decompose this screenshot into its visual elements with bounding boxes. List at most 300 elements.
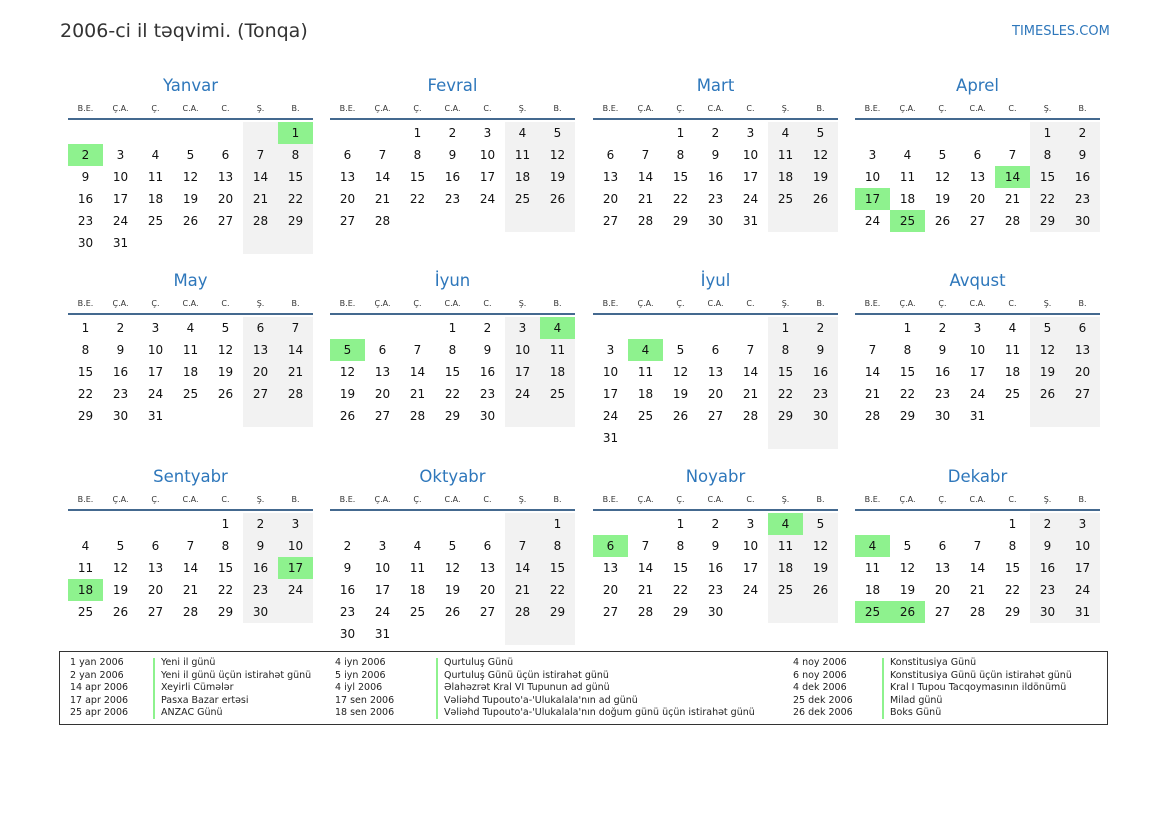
day-cell: 11 bbox=[864, 561, 881, 575]
day-cell: 8 bbox=[553, 539, 562, 553]
holiday-day-cell: 14 bbox=[995, 166, 1030, 188]
holiday-day-cell: 4 bbox=[768, 513, 803, 535]
day-cell: 7 bbox=[641, 148, 650, 162]
weekday-label: Ç.A. bbox=[637, 104, 654, 113]
weekday-label: C. bbox=[483, 299, 492, 308]
day-cell: 31 bbox=[147, 409, 164, 423]
day-cell: 19 bbox=[672, 387, 689, 401]
day-cell: 3 bbox=[746, 517, 755, 531]
legend-date: 4 iyn 2006 bbox=[335, 657, 386, 668]
day-cell: 25 bbox=[514, 192, 531, 206]
day-cell: 4 bbox=[413, 539, 422, 553]
day-cell: 20 bbox=[339, 192, 356, 206]
legend-holiday-name: Boks Günü bbox=[890, 707, 942, 719]
day-cell: 25 bbox=[549, 387, 566, 401]
page-title: 2006-ci il təqvimi. (Tonqa) bbox=[60, 20, 308, 42]
day-cell: 18 bbox=[637, 387, 654, 401]
day-cell: 16 bbox=[1039, 561, 1056, 575]
day-cell: 11 bbox=[77, 561, 94, 575]
day-cell: 18 bbox=[777, 170, 794, 184]
day-cell: 27 bbox=[602, 214, 619, 228]
weekday-label: B.E. bbox=[864, 299, 881, 308]
day-cell: 1 bbox=[676, 126, 685, 140]
legend-holiday-name: Milad günü bbox=[890, 694, 943, 706]
day-cell: 17 bbox=[514, 365, 531, 379]
day-cell: 22 bbox=[777, 387, 794, 401]
day-cell: 18 bbox=[864, 583, 881, 597]
day-cell: 1 bbox=[553, 517, 562, 531]
month-name: Avqust bbox=[949, 271, 1006, 290]
day-cell: 2 bbox=[256, 517, 265, 531]
day-cell: 6 bbox=[221, 148, 230, 162]
month-divider bbox=[593, 509, 838, 511]
legend-holiday-name: Yeni il günü üçün istirahət günü bbox=[161, 669, 312, 681]
weekday-label: Ş. bbox=[256, 299, 265, 308]
legend-holiday-name: Konstitusiya Günü üçün istirahət günü bbox=[890, 669, 1072, 681]
day-cell: 4 bbox=[151, 148, 160, 162]
holiday-day-cell: 25 bbox=[890, 210, 925, 232]
holiday-day-cell: 2 bbox=[68, 144, 103, 166]
day-cell: 28 bbox=[374, 214, 391, 228]
day-cell: 26 bbox=[182, 214, 199, 228]
weekday-label: Ş. bbox=[256, 104, 265, 113]
day-cell: 5 bbox=[816, 126, 825, 140]
day-cell: 3 bbox=[973, 321, 982, 335]
day-cell: 23 bbox=[1039, 583, 1056, 597]
day-cell: 21 bbox=[864, 387, 881, 401]
day-cell: 23 bbox=[707, 583, 724, 597]
legend-date: 4 iyl 2006 bbox=[335, 682, 383, 694]
day-cell: 26 bbox=[812, 192, 829, 206]
day-cell: 6 bbox=[711, 343, 720, 357]
weekday-label: B.E. bbox=[602, 299, 619, 308]
day-cell: 9 bbox=[256, 539, 265, 553]
weekday-label: B. bbox=[1078, 495, 1087, 504]
day-cell: 19 bbox=[549, 170, 566, 184]
day-cell: 14 bbox=[637, 170, 654, 184]
day-cell: 13 bbox=[339, 170, 356, 184]
weekday-label: Ç.A. bbox=[899, 299, 916, 308]
day-cell: 21 bbox=[637, 583, 654, 597]
day-cell: 1 bbox=[676, 517, 685, 531]
day-cell: 13 bbox=[374, 365, 391, 379]
day-cell: 8 bbox=[413, 148, 422, 162]
weekday-label: C. bbox=[221, 299, 230, 308]
holiday-day-cell: 4 bbox=[855, 535, 890, 557]
day-cell: 1 bbox=[413, 126, 422, 140]
day-cell: 26 bbox=[672, 409, 689, 423]
day-cell: 20 bbox=[707, 387, 724, 401]
day-cell: 26 bbox=[1039, 387, 1056, 401]
weekday-label: B. bbox=[816, 495, 825, 504]
weekday-label: C. bbox=[746, 299, 755, 308]
weekday-label: B.E. bbox=[77, 104, 94, 113]
month-divider bbox=[330, 509, 575, 511]
day-cell: 20 bbox=[147, 583, 164, 597]
day-cell: 25 bbox=[147, 214, 164, 228]
day-cell: 15 bbox=[899, 365, 916, 379]
day-cell: 6 bbox=[1078, 321, 1087, 335]
day-cell: 18 bbox=[182, 365, 199, 379]
legend-holiday-name: Qurtuluş Günü bbox=[444, 657, 514, 668]
day-cell: 26 bbox=[812, 583, 829, 597]
weekday-label: C. bbox=[221, 104, 230, 113]
weekday-label: B. bbox=[291, 104, 300, 113]
holiday-day-cell: 6 bbox=[593, 535, 628, 557]
day-cell: 1 bbox=[81, 321, 90, 335]
weekday-label: C. bbox=[1008, 104, 1017, 113]
holiday-day-cell: 17 bbox=[855, 188, 890, 210]
day-cell: 7 bbox=[746, 343, 755, 357]
day-cell: 16 bbox=[112, 365, 129, 379]
site-link[interactable]: TIMESLES.COM bbox=[1012, 24, 1110, 39]
legend-date: 14 apr 2006 bbox=[70, 682, 129, 694]
weekday-label: Ş. bbox=[781, 495, 790, 504]
weekday-label: B.E. bbox=[77, 299, 94, 308]
day-cell: 23 bbox=[479, 387, 496, 401]
day-cell: 28 bbox=[409, 409, 426, 423]
day-cell: 12 bbox=[899, 561, 916, 575]
day-cell: 6 bbox=[483, 539, 492, 553]
month-name: Dekabr bbox=[947, 467, 1008, 486]
day-cell: 15 bbox=[287, 170, 304, 184]
weekday-label: Ş. bbox=[1043, 299, 1052, 308]
day-cell: 15 bbox=[444, 365, 461, 379]
day-cell: 12 bbox=[812, 148, 829, 162]
day-cell: 17 bbox=[969, 365, 986, 379]
day-cell: 19 bbox=[899, 583, 916, 597]
day-cell: 1 bbox=[221, 517, 230, 531]
day-cell: 4 bbox=[1008, 321, 1017, 335]
day-cell: 16 bbox=[252, 561, 269, 575]
day-cell: 30 bbox=[707, 605, 724, 619]
holiday-day-cell: 4 bbox=[540, 317, 575, 339]
day-cell: 6 bbox=[343, 148, 352, 162]
day-cell: 4 bbox=[781, 126, 790, 140]
day-cell: 13 bbox=[934, 561, 951, 575]
day-cell: 9 bbox=[711, 539, 720, 553]
day-cell: 28 bbox=[252, 214, 269, 228]
month-name: Sentyabr bbox=[153, 467, 228, 486]
legend-holiday-name: Konstitusiya Günü bbox=[890, 657, 977, 668]
day-cell: 21 bbox=[742, 387, 759, 401]
day-cell: 10 bbox=[969, 343, 986, 357]
weekday-label: Ş. bbox=[781, 104, 790, 113]
holiday-legend bbox=[59, 651, 1108, 725]
day-cell: 17 bbox=[742, 561, 759, 575]
month-name: Aprel bbox=[956, 76, 999, 95]
month-name: Oktyabr bbox=[419, 467, 486, 486]
weekday-label: C.A. bbox=[444, 495, 461, 504]
weekday-label: C. bbox=[746, 495, 755, 504]
legend-holiday-name: Pasxa Bazar ertəsi bbox=[161, 694, 249, 706]
day-cell: 27 bbox=[707, 409, 724, 423]
day-cell: 21 bbox=[1004, 192, 1021, 206]
day-cell: 21 bbox=[287, 365, 304, 379]
day-cell: 28 bbox=[637, 605, 654, 619]
day-cell: 15 bbox=[409, 170, 426, 184]
weekday-label: Ş. bbox=[1043, 495, 1052, 504]
day-cell: 16 bbox=[707, 170, 724, 184]
day-cell: 17 bbox=[742, 170, 759, 184]
day-cell: 17 bbox=[374, 583, 391, 597]
day-cell: 13 bbox=[969, 170, 986, 184]
weekday-label: Ç. bbox=[676, 299, 685, 308]
day-cell: 29 bbox=[444, 409, 461, 423]
legend-date: 17 sen 2006 bbox=[335, 694, 395, 706]
weekday-label: B. bbox=[291, 299, 300, 308]
day-cell: 4 bbox=[903, 148, 912, 162]
day-cell: 22 bbox=[899, 387, 916, 401]
day-cell: 11 bbox=[777, 148, 794, 162]
day-cell: 15 bbox=[549, 561, 566, 575]
legend-holiday-name: Vəliəhd Tupouto'a-'Ulukalala'nın doğum günü üçün istirahət günü bbox=[444, 707, 755, 719]
weekday-label: C.A. bbox=[707, 104, 724, 113]
weekday-label: Ç.A. bbox=[637, 299, 654, 308]
day-cell: 30 bbox=[1039, 605, 1056, 619]
month-divider bbox=[330, 118, 575, 120]
day-cell: 27 bbox=[374, 409, 391, 423]
day-cell: 31 bbox=[112, 236, 129, 250]
day-cell: 9 bbox=[1078, 148, 1087, 162]
weekday-label: C.A. bbox=[182, 299, 199, 308]
weekday-label: B. bbox=[816, 104, 825, 113]
day-cell: 24 bbox=[147, 387, 164, 401]
month-divider bbox=[68, 509, 313, 511]
day-cell: 10 bbox=[742, 539, 759, 553]
month-divider bbox=[68, 313, 313, 315]
day-cell: 5 bbox=[1043, 321, 1052, 335]
day-cell: 4 bbox=[518, 126, 527, 140]
legend-date: 2 yan 2006 bbox=[70, 669, 124, 681]
weekday-label: Ş. bbox=[518, 104, 527, 113]
weekday-label: B. bbox=[1078, 104, 1087, 113]
day-cell: 8 bbox=[676, 539, 685, 553]
legend-date: 25 dek 2006 bbox=[793, 694, 853, 706]
day-cell: 28 bbox=[637, 214, 654, 228]
day-cell: 22 bbox=[672, 583, 689, 597]
day-cell: 29 bbox=[1004, 605, 1021, 619]
day-cell: 7 bbox=[291, 321, 300, 335]
day-cell: 26 bbox=[112, 605, 129, 619]
day-cell: 30 bbox=[339, 627, 356, 641]
month-divider bbox=[855, 509, 1100, 511]
weekday-label: C.A. bbox=[969, 299, 986, 308]
day-cell: 11 bbox=[147, 170, 164, 184]
day-cell: 3 bbox=[1078, 517, 1087, 531]
day-cell: 30 bbox=[479, 409, 496, 423]
day-cell: 30 bbox=[1074, 214, 1091, 228]
month-name: İyul bbox=[700, 271, 731, 290]
weekday-label: B.E. bbox=[602, 104, 619, 113]
day-cell: 23 bbox=[252, 583, 269, 597]
weekday-label: Ç.A. bbox=[112, 495, 129, 504]
day-cell: 1 bbox=[903, 321, 912, 335]
day-cell: 24 bbox=[602, 409, 619, 423]
day-cell: 17 bbox=[147, 365, 164, 379]
day-cell: 11 bbox=[182, 343, 199, 357]
day-cell: 16 bbox=[444, 170, 461, 184]
day-cell: 23 bbox=[444, 192, 461, 206]
month-name: İyun bbox=[434, 271, 471, 290]
month-divider bbox=[855, 118, 1100, 120]
weekday-label: Ç. bbox=[151, 495, 160, 504]
day-cell: 11 bbox=[549, 343, 566, 357]
day-cell: 7 bbox=[641, 539, 650, 553]
legend-holiday-name: Xeyirli Cümələr bbox=[161, 682, 234, 694]
day-cell: 13 bbox=[147, 561, 164, 575]
day-cell: 16 bbox=[77, 192, 94, 206]
day-cell: 12 bbox=[444, 561, 461, 575]
day-cell: 19 bbox=[112, 583, 129, 597]
weekday-label: B.E. bbox=[77, 495, 94, 504]
day-cell: 11 bbox=[1004, 343, 1021, 357]
day-cell: 23 bbox=[112, 387, 129, 401]
day-cell: 14 bbox=[374, 170, 391, 184]
day-cell: 24 bbox=[514, 387, 531, 401]
day-cell: 4 bbox=[186, 321, 195, 335]
day-cell: 29 bbox=[777, 409, 794, 423]
day-cell: 22 bbox=[1039, 192, 1056, 206]
day-cell: 18 bbox=[1004, 365, 1021, 379]
day-cell: 23 bbox=[77, 214, 94, 228]
day-cell: 1 bbox=[1008, 517, 1017, 531]
day-cell: 8 bbox=[1008, 539, 1017, 553]
day-cell: 2 bbox=[1078, 126, 1087, 140]
day-cell: 29 bbox=[672, 605, 689, 619]
legend-marker bbox=[436, 658, 438, 719]
weekday-label: B. bbox=[1078, 299, 1087, 308]
day-cell: 14 bbox=[514, 561, 531, 575]
day-cell: 27 bbox=[969, 214, 986, 228]
day-cell: 30 bbox=[77, 236, 94, 250]
weekday-label: B. bbox=[553, 495, 562, 504]
day-cell: 15 bbox=[217, 561, 234, 575]
day-cell: 3 bbox=[868, 148, 877, 162]
day-cell: 11 bbox=[514, 148, 531, 162]
holiday-day-cell: 5 bbox=[330, 339, 365, 361]
day-cell: 28 bbox=[969, 605, 986, 619]
day-cell: 13 bbox=[707, 365, 724, 379]
day-cell: 31 bbox=[1074, 605, 1091, 619]
day-cell: 13 bbox=[602, 561, 619, 575]
day-cell: 22 bbox=[217, 583, 234, 597]
day-cell: 5 bbox=[676, 343, 685, 357]
day-cell: 3 bbox=[606, 343, 615, 357]
day-cell: 16 bbox=[934, 365, 951, 379]
day-cell: 13 bbox=[252, 343, 269, 357]
day-cell: 25 bbox=[777, 192, 794, 206]
day-cell: 7 bbox=[973, 539, 982, 553]
legend-date: 4 dek 2006 bbox=[793, 682, 847, 694]
weekday-label: Ç. bbox=[151, 104, 160, 113]
day-cell: 8 bbox=[903, 343, 912, 357]
day-cell: 18 bbox=[777, 561, 794, 575]
day-cell: 30 bbox=[707, 214, 724, 228]
day-cell: 29 bbox=[1039, 214, 1056, 228]
holiday-day-cell: 25 bbox=[855, 601, 890, 623]
day-cell: 24 bbox=[112, 214, 129, 228]
day-cell: 21 bbox=[182, 583, 199, 597]
day-cell: 12 bbox=[112, 561, 129, 575]
legend-date: 17 apr 2006 bbox=[70, 694, 129, 706]
weekday-label: Ç.A. bbox=[374, 495, 391, 504]
day-cell: 25 bbox=[409, 605, 426, 619]
day-cell: 9 bbox=[116, 343, 125, 357]
day-cell: 18 bbox=[549, 365, 566, 379]
weekday-label: C. bbox=[221, 495, 230, 504]
day-cell: 18 bbox=[147, 192, 164, 206]
day-cell: 24 bbox=[287, 583, 304, 597]
weekday-label: C.A. bbox=[182, 104, 199, 113]
day-cell: 27 bbox=[479, 605, 496, 619]
day-cell: 30 bbox=[934, 409, 951, 423]
legend-holiday-name: Qurtuluş Günü üçün istirahət günü bbox=[444, 669, 609, 681]
weekday-label: B. bbox=[553, 299, 562, 308]
day-cell: 17 bbox=[112, 192, 129, 206]
day-cell: 12 bbox=[672, 365, 689, 379]
day-cell: 24 bbox=[969, 387, 986, 401]
month-name: Mart bbox=[696, 76, 735, 95]
holiday-day-cell: 4 bbox=[628, 339, 663, 361]
day-cell: 23 bbox=[707, 192, 724, 206]
day-cell: 10 bbox=[602, 365, 619, 379]
day-cell: 24 bbox=[742, 192, 759, 206]
legend-date: 18 sen 2006 bbox=[335, 707, 395, 719]
day-cell: 17 bbox=[602, 387, 619, 401]
day-cell: 19 bbox=[1039, 365, 1056, 379]
day-cell: 22 bbox=[444, 387, 461, 401]
day-cell: 7 bbox=[413, 343, 422, 357]
day-cell: 28 bbox=[742, 409, 759, 423]
day-cell: 20 bbox=[217, 192, 234, 206]
day-cell: 6 bbox=[606, 148, 615, 162]
weekday-label: Ç.A. bbox=[899, 104, 916, 113]
day-cell: 25 bbox=[1004, 387, 1021, 401]
day-cell: 20 bbox=[479, 583, 496, 597]
weekday-label: Ç. bbox=[413, 299, 422, 308]
day-cell: 9 bbox=[448, 148, 457, 162]
day-cell: 9 bbox=[938, 343, 947, 357]
weekday-label: Ç.A. bbox=[637, 495, 654, 504]
day-cell: 25 bbox=[777, 583, 794, 597]
weekday-label: Ş. bbox=[256, 495, 265, 504]
day-cell: 10 bbox=[479, 148, 496, 162]
day-cell: 5 bbox=[448, 539, 457, 553]
day-cell: 11 bbox=[777, 539, 794, 553]
day-cell: 24 bbox=[864, 214, 881, 228]
day-cell: 19 bbox=[934, 192, 951, 206]
weekday-label: C. bbox=[483, 104, 492, 113]
day-cell: 26 bbox=[217, 387, 234, 401]
day-cell: 6 bbox=[973, 148, 982, 162]
weekday-label: Ç.A. bbox=[374, 299, 391, 308]
day-cell: 29 bbox=[549, 605, 566, 619]
day-cell: 22 bbox=[409, 192, 426, 206]
day-cell: 10 bbox=[374, 561, 391, 575]
day-cell: 3 bbox=[746, 126, 755, 140]
day-cell: 31 bbox=[602, 431, 619, 445]
day-cell: 21 bbox=[374, 192, 391, 206]
weekday-label: B.E. bbox=[339, 104, 356, 113]
day-cell: 24 bbox=[479, 192, 496, 206]
legend-holiday-name: Əlahəzrət Kral VI Tupunun ad günü bbox=[444, 682, 610, 694]
holiday-day-cell: 18 bbox=[68, 579, 103, 601]
day-cell: 9 bbox=[81, 170, 90, 184]
day-cell: 19 bbox=[812, 561, 829, 575]
day-cell: 5 bbox=[221, 321, 230, 335]
day-cell: 7 bbox=[1008, 148, 1017, 162]
